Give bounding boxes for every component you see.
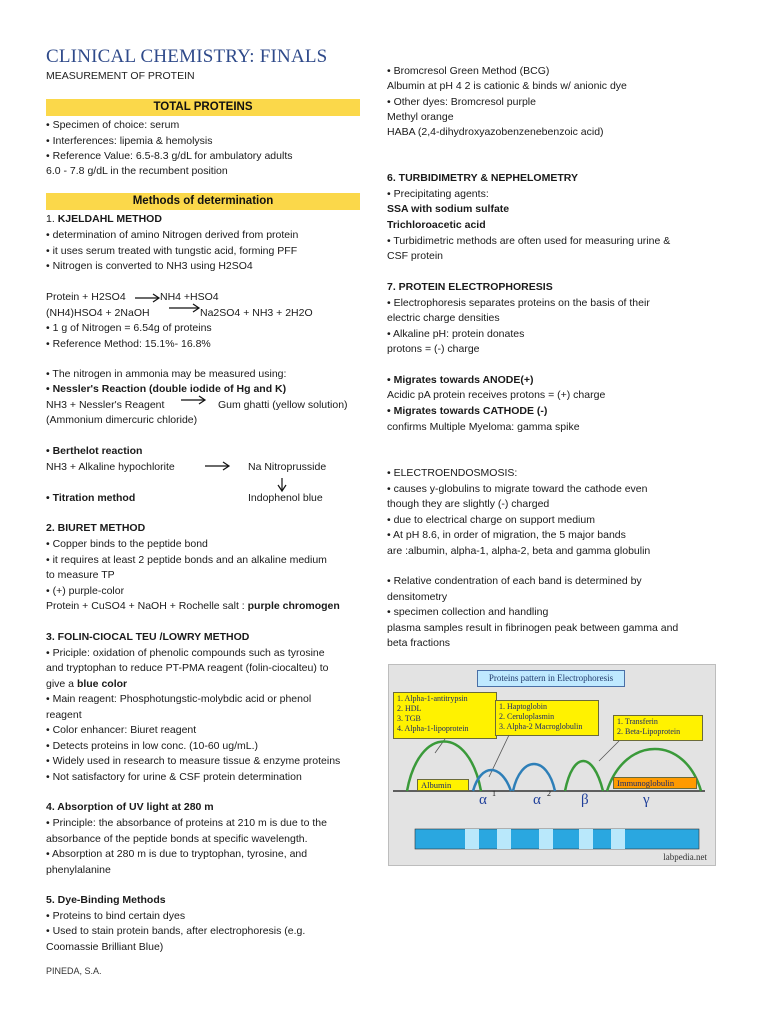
pointer-line	[599, 741, 619, 761]
uv-line: phenylalanine	[46, 864, 111, 876]
turbidimetry-line: • Turbidimetric methods are often used for measuring urine &	[387, 235, 671, 247]
densitometry-line: • Relative condentration of each band is determined by	[387, 575, 642, 587]
bcg-line: Methyl orange	[387, 111, 454, 123]
endosmosis-line: • causes y-globulins to migrate toward the cathode even	[387, 483, 648, 495]
berthelot-right: Na Nitroprusside	[248, 461, 327, 473]
kjeldahl-line: • it uses serum treated with tungstic acid, forming PFF	[46, 245, 298, 257]
alpha1-item: 3. TGB	[397, 714, 421, 723]
alpha1-item: 2. HDL	[397, 704, 422, 713]
figure-title: Proteins pattern in Electrophoresis	[477, 670, 625, 687]
folin-line: • Color enhancer: Biuret reagent	[46, 724, 197, 736]
gamma-symbol: γ	[643, 792, 650, 808]
figure-credit: labpedia.net	[663, 852, 707, 862]
right-arrow-icon	[180, 394, 208, 406]
folin-line: • Not satisfactory for urine & CSF protein determination	[46, 771, 302, 783]
turbidimetry-agent: SSA with sodium sulfate	[387, 203, 510, 215]
total-proteins-header: TOTAL PROTEINS	[46, 99, 360, 116]
page-title: CLINICAL CHEMISTRY: FINALS	[46, 46, 328, 67]
folin-line: • Main reagent: Phosphotungstic-molybdic acid or phenol	[46, 693, 312, 705]
kjeldahl-line: • Reference Method: 15.1%- 16.8%	[46, 338, 211, 350]
turbidimetry-line: CSF protein	[387, 250, 444, 262]
alpha2-peak	[513, 764, 555, 791]
beta-item: 1. Transferin	[617, 717, 658, 726]
alpha1-item: 1. Alpha-1-antitrypsin	[397, 694, 468, 703]
folin-line: reagent	[46, 709, 82, 721]
albumin-label: Albumin	[417, 779, 469, 791]
total-line: • Reference Value: 6.5-8.3 g/dL for ambulatory adults	[46, 150, 293, 162]
bcg-line: • Bromcresol Green Method (BCG)	[387, 65, 550, 77]
beta-item: 2. Beta-Lipoprotein	[617, 727, 681, 736]
cathode-text: confirms Multiple Myeloma: gamma spike	[387, 421, 580, 433]
biuret-line: to measure TP	[46, 569, 115, 581]
kjeldahl-line: • determination of amino Nitrogen derived from protein	[46, 229, 299, 241]
endosmosis-line: • due to electrical charge on support medium	[387, 514, 595, 526]
anode-title: • Migrates towards ANODE(+)	[387, 374, 534, 386]
uv-line: • Absorption at 280 m is due to tryptophan, tyrosine, and	[46, 848, 308, 860]
titration-title: • Titration method	[46, 492, 136, 504]
right-arrow-icon	[204, 460, 232, 472]
densitometry-line: densitometry	[387, 591, 448, 603]
nessler-title: • Nessler's Reaction (double iodide of Hg and K)	[46, 383, 287, 395]
berthelot-title: • Berthelot reaction	[46, 445, 143, 457]
endosmosis-line: • At pH 8.6, in order of migration, the 5 major bands	[387, 529, 626, 541]
total-line: • Interferences: lipemia & hemolysis	[46, 135, 213, 147]
biuret-equation	[46, 599, 340, 613]
folin-line: • Widely used in research to measure tissue & enzyme proteins	[46, 755, 341, 767]
berthelot-left: NH3 + Alkaline hypochlorite	[46, 461, 175, 473]
nessler-note: (Ammonium dimercuric chloride)	[46, 414, 198, 426]
equation-2-left: (NH4)HSO4 + 2NaOH	[46, 307, 150, 319]
folin-line: • Priciple: oxidation of phenolic compounds such as tyrosine	[46, 647, 325, 659]
endosmosis-line: though they are slightly (-) charged	[387, 498, 550, 510]
biuret-line: • (+) purple-color	[46, 585, 125, 597]
total-line: 6.0 - 7.8 g/dL in the recumbent position	[46, 165, 228, 177]
beta-symbol: β	[581, 792, 589, 808]
endosmosis-line: • ELECTROENDOSMOSIS:	[387, 467, 518, 479]
equation-1-right: NH4 +HSO4	[160, 291, 219, 303]
biuret-line: • it requires at least 2 peptide bonds and an alkaline medium	[46, 554, 327, 566]
methods-header: Methods of determination	[46, 193, 360, 210]
densitometry-line: plasma samples result in fibrinogen peak between gamma and	[387, 622, 679, 634]
total-line: • Specimen of choice: serum	[46, 119, 180, 131]
kjeldahl-heading	[46, 212, 162, 226]
gel-band-gap	[465, 829, 479, 849]
gel-strip	[415, 829, 699, 849]
electrophoresis-line: protons = (-) charge	[387, 343, 480, 355]
alpha2-item: 1. Haptoglobin	[499, 702, 547, 711]
gel-band-gap	[611, 829, 625, 849]
dye-line: • Proteins to bind certain dyes	[46, 910, 186, 922]
endosmosis-line: are :albumin, alpha-1, alpha-2, beta and gamma globulin	[387, 545, 651, 557]
bcg-line: • Other dyes: Bromcresol purple	[387, 96, 536, 108]
nessler-right: Gum ghatti (yellow solution)	[218, 399, 348, 411]
densitometry-line: • specimen collection and handling	[387, 606, 549, 618]
electrophoresis-curves	[389, 665, 715, 865]
dye-title: 5. Dye-Binding Methods	[46, 894, 166, 906]
kjeldahl-number: 1.	[46, 213, 58, 225]
bcg-line: Albumin at pH 4 2 is cationic & binds w/ anionic dye	[387, 80, 627, 92]
kjeldahl-line: • Nitrogen is converted to NH3 using H2SO4	[46, 260, 253, 272]
uv-line: absorbance of the peptide bonds at specific wavelength.	[46, 833, 308, 845]
alpha1-item: 4. Alpha-1-lipoprotein	[397, 724, 469, 733]
alpha2-symbol: α	[533, 792, 541, 808]
folin-line: • Detects proteins in low conc. (10-60 ug/mL.)	[46, 740, 259, 752]
bcg-line: HABA (2,4-dihydroxyazobenzenebenzoic acid)	[387, 126, 604, 138]
folin-give	[46, 677, 127, 691]
ammonia-note: • The nitrogen in ammonia may be measured using:	[46, 368, 287, 380]
biuret-product: purple chromogen	[247, 600, 340, 612]
right-arrow-icon	[134, 292, 162, 304]
alpha2-subscript: 2	[547, 789, 551, 798]
immunoglobulin-label: Immunoglobulin	[613, 777, 697, 789]
biuret-title: 2. BIURET METHOD	[46, 522, 146, 534]
uv-line: • Principle: the absorbance of proteins at 210 m is due to the	[46, 817, 327, 829]
indophenol-label: Indophenol blue	[248, 492, 323, 504]
kjeldahl-line: • 1 g of Nitrogen = 6.54g of proteins	[46, 322, 212, 334]
alpha1-symbol: α	[479, 792, 487, 808]
electrophoresis-line: • Alkaline pH: protein donates	[387, 328, 525, 340]
right-arrow-icon	[168, 302, 202, 314]
gel-band-gap	[579, 829, 593, 849]
alpha2-item: 3. Alpha-2 Macroglobulin	[499, 722, 583, 731]
anode-text: Acidic pA protein receives protons = (+) charge	[387, 389, 606, 401]
alpha1-subscript: 1	[492, 789, 496, 798]
equation-1-left: Protein + H2SO4	[46, 291, 126, 303]
uv-title: 4. Absorption of UV light at 280 m	[46, 801, 214, 813]
author-footer: PINEDA, S.A.	[46, 966, 102, 976]
electrophoresis-line: • Electrophoresis separates proteins on the basis of their	[387, 297, 650, 309]
dye-line: • Used to stain protein bands, after electrophoresis (e.g.	[46, 925, 306, 937]
electrophoresis-line: electric charge densities	[387, 312, 500, 324]
electrophoresis-title: 7. PROTEIN ELECTROPHORESIS	[387, 281, 553, 293]
folin-color: blue color	[76, 678, 128, 690]
electrophoresis-figure	[388, 664, 716, 866]
folin-line: and tryptophan to reduce PT-PMA reagent (folin-ciocalteu) to	[46, 662, 329, 674]
gel-band-gap	[539, 829, 553, 849]
dye-line: Coomassie Brilliant Blue)	[46, 941, 164, 953]
turbidimetry-title: 6. TURBIDIMETRY & NEPHELOMETRY	[387, 172, 578, 184]
folin-give-text: give a	[46, 678, 77, 690]
nessler-left: NH3 + Nessler's Reagent	[46, 399, 165, 411]
page-subtitle: MEASUREMENT OF PROTEIN	[46, 70, 195, 82]
gel-band-gap	[497, 829, 511, 849]
alpha2-item: 2. Ceruloplasmin	[499, 712, 555, 721]
densitometry-line: beta fractions	[387, 637, 451, 649]
kjeldahl-title: KJELDAHL METHOD	[57, 213, 162, 225]
biuret-line: • Copper binds to the peptide bond	[46, 538, 208, 550]
turbidimetry-agent: Trichloroacetic acid	[387, 219, 486, 231]
equation-2-right: Na2SO4 + NH3 + 2H2O	[200, 307, 313, 319]
beta-peak	[565, 761, 603, 791]
cathode-title: • Migrates towards CATHODE (-)	[387, 405, 548, 417]
folin-title: 3. FOLIN-CIOCAL TEU /LOWRY METHOD	[46, 631, 250, 643]
turbidimetry-line: • Precipitating agents:	[387, 188, 489, 200]
biuret-equation-text: Protein + CuSO4 + NaOH + Rochelle salt :	[46, 600, 248, 612]
